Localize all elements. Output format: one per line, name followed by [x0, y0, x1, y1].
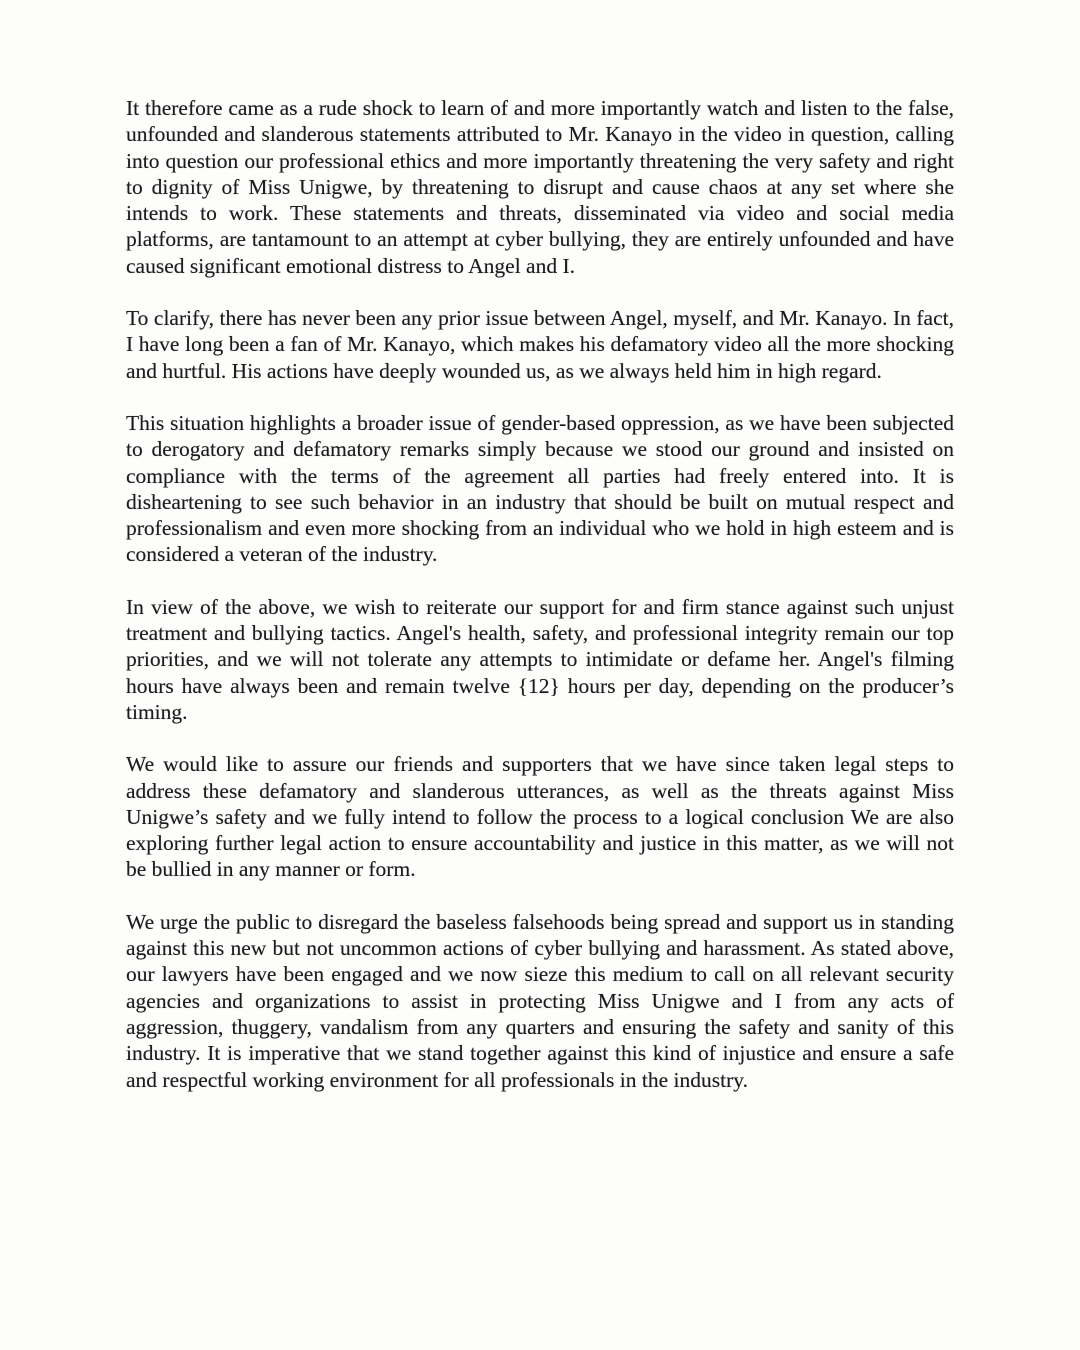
statement-paragraph-3: This situation highlights a broader issue of gender-based oppression, as we have been subjected to derogatory and defamatory remarks simply because we stood our ground and insisted on compliance with the terms of the agreement all parties had freely entered into. It is disheartening to see such behavior in an industry that should be built on mutual respect and professionalism and even more shocking from an individual who we hold in high esteem and is considered a veteran of the industry.	[126, 410, 954, 567]
statement-paragraph-4: In view of the above, we wish to reiterate our support for and firm stance against such unjust treatment and bullying tactics. Angel's health, safety, and professional integrity remain our top priorities, and we will not tolerate any attempts to intimidate or defame her. Angel's filming hours have always been and remain twelve {12} hours per day, depending on the producer’s timing.	[126, 594, 954, 724]
statement-body	[126, 95, 954, 1093]
statement-paragraph-2: To clarify, there has never been any prior issue between Angel, myself, and Mr. Kanayo. In fact, I have long been a fan of Mr. Kanayo, which makes his defamatory video all the more shocking and hurtful. His actions have deeply wounded us, as we always held him in high regard.	[126, 306, 954, 383]
statement-paragraph-6: We urge the public to disregard the baseless falsehoods being spread and support us in standing against this new but not uncommon actions of cyber bullying and harassment. As stated above, our lawyers have been engaged and we now sieze this medium to call on all relevant security agencies and organizations to assist in protecting Miss Unigwe and I from any acts of aggression, thuggery, vandalism from any quarters and ensuring the safety and sanity of this industry. It is imperative that we stand together against this kind of injustice and ensure a safe and respectful working environment for all professionals in the industry.	[126, 909, 954, 1092]
statement-paragraph-5: We would like to assure our friends and supporters that we have since taken legal steps to address these defamatory and slanderous utterances, as well as the threats against Miss Unigwe’s safety and we fully intend to follow the process to a logical conclusion We are also exploring further legal action to ensure accountability and justice in this matter, as we will not be bullied in any manner or form.	[126, 752, 954, 882]
statement-paragraph-1: It therefore came as a rude shock to learn of and more importantly watch and listen to the false, unfounded and slanderous statements attributed to Mr. Kanayo in the video in question, calling into question our professional ethics and more importantly threatening the very safety and right to dignity of Miss Unigwe, by threatening to disrupt and cause chaos at any set where she intends to work. These statements and threats, disseminated via video and social media platforms, are tantamount to an attempt at cyber bullying, they are entirely unfounded and have caused significant emotional distress to Angel and I.	[126, 96, 954, 278]
